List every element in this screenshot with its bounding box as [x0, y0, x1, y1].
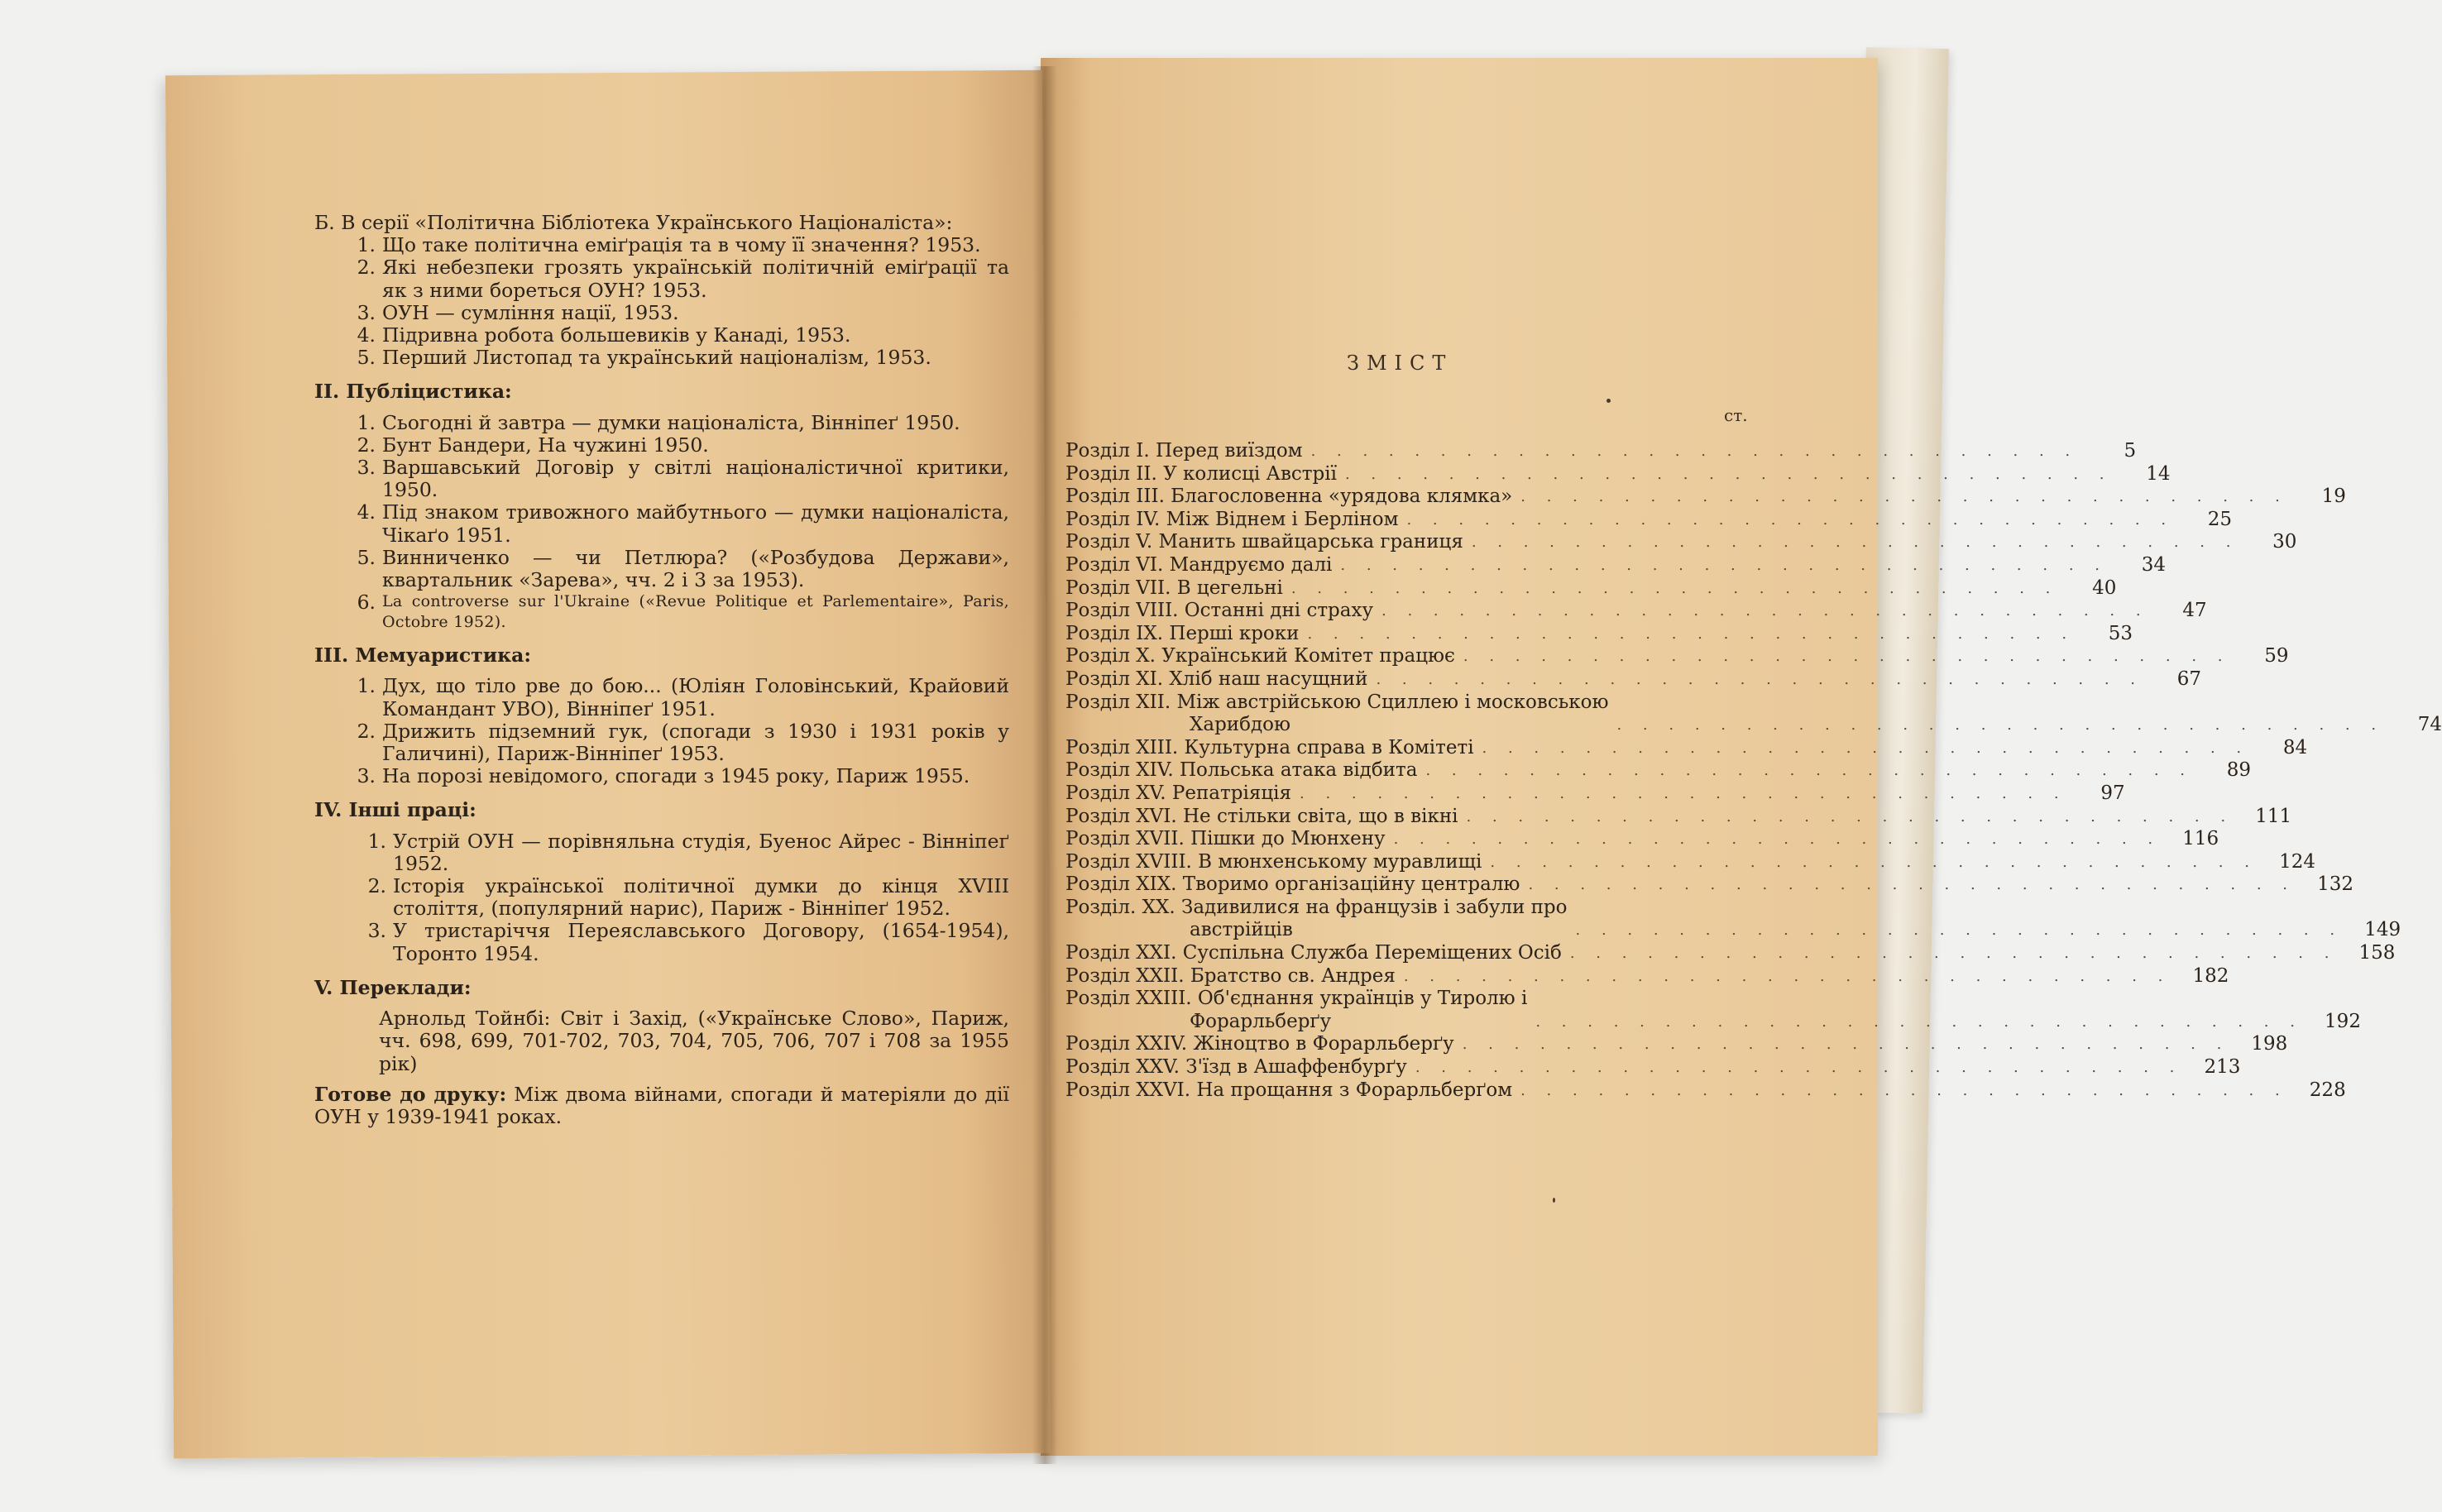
toc-row [1065, 486, 2346, 509]
toc-row [1065, 1033, 2288, 1056]
section-title-publicistics: II. Публіцистика: [314, 380, 512, 404]
toc-chapter-title: Розділ VII. В цегельні [1065, 577, 1283, 599]
toc-page-number: 124 [2279, 850, 2315, 873]
toc-chapter-title: Розділ XIV. Польська атака відбита [1065, 759, 1418, 782]
toc-leader-dots: . . . . . . . . . . . . . . . . . . . . . . . . . . . . . . [1290, 579, 2059, 597]
list-item: 1. Устрій ОУН — порівняльна студія, Буенос Айрес - Вінніпеґ 1952. [367, 829, 1009, 875]
toc-chapter-title: Розділ XXV. З'їзд в Ашаффенбурґу [1065, 1056, 1407, 1079]
toc-page-number: 74 [2417, 714, 2442, 736]
table-of-contents [1065, 440, 2442, 1102]
toc-row [1065, 531, 2297, 554]
toc-page-number: 198 [2251, 1033, 2288, 1055]
list-item: 1. Дух, що тіло рве до бою... (Юліян Головінський, Крайовий Командант УВО), Вінніпеґ 1951. [357, 674, 1009, 720]
toc-leader-dots: . . . . . . . . . . . . . . . . . . . . . . . . . . . . . . [1463, 648, 2231, 666]
toc-row [1065, 645, 2289, 668]
list-item: 2. Історія української політичної думки до кінця XVIII століття, (популярний нарис), Париж - Вінніпеґ 1952. [367, 874, 1009, 921]
toc-chapter-title: Розділ II. У колисці Австрії [1065, 462, 1337, 485]
toc-leader-dots: . . . . . . . . . . . . . . . . . . . . . . . . . . . . . . [1344, 465, 2113, 483]
toc-row [1065, 782, 2125, 806]
paper-speck [1606, 399, 1611, 403]
toc-chapter-title: Розділ IV. Між Віднем і Берліном [1065, 508, 1399, 530]
list-item: 3. Варшавський Договір у світлі націоналістичної критики, 1950. [357, 456, 1009, 502]
toc-heading: ЗМІСТ [1347, 352, 1453, 375]
toc-page-number: 40 [2092, 577, 2117, 599]
ready-for-print: Готове до друку: Між двома війнами, спогади й матеріяли до дії ОУН у 1939-1941 роках. [314, 1082, 1009, 1128]
other-works-list [314, 830, 1009, 965]
toc-page-number: 14 [2146, 462, 2171, 485]
toc-row [1065, 988, 2361, 1033]
toc-row [1065, 736, 2308, 760]
toc-leader-dots: . . . . . . . . . . . . . . . . . . . . . . . . . . . . . . [1393, 830, 2162, 849]
toc-page-number: 97 [2100, 782, 2125, 804]
toc-chapter-title: Розділ XV. Репатріяція [1065, 782, 1291, 804]
list-item: 5. Перший Листопад та український націоналізм, 1953. [357, 346, 931, 370]
toc-chapter-title: Розділ XXI. Суспільна Служба Переміщених Осіб [1065, 942, 1562, 964]
toc-chapter-title: Розділ XIX. Творимо організаційну централю [1065, 873, 1520, 896]
toc-chapter-title: Розділ XXVI. На прощання з Форарльберґом [1065, 1079, 1513, 1101]
toc-row [1065, 942, 2396, 965]
list-item: 6. La controverse sur l'Ukraine («Revue Politique et Parlementaire», Paris, Octobre 1952). [357, 591, 1009, 632]
toc-page-number: 182 [2192, 964, 2229, 987]
toc-page-number: 34 [2141, 553, 2166, 576]
toc-row [1065, 1056, 2241, 1079]
toc-leader-dots: . . . . . . . . . . . . . . . . . . . . . . . . . . . . . . [1482, 739, 2250, 757]
paper-speck [1553, 1198, 1555, 1203]
toc-page-number: 84 [2282, 736, 2308, 758]
toc-row [1065, 964, 2229, 988]
toc-page-number: 53 [2108, 622, 2133, 644]
section-title-translations: V. Переклади: [314, 975, 472, 999]
toc-page-number: 5 [2124, 440, 2137, 462]
toc-page-number: 25 [2207, 508, 2233, 530]
toc-leader-dots: . . . . . . . . . . . . . . . . . . . . . . . . . . . . . . [1403, 967, 2171, 985]
bibliography [314, 212, 1009, 1128]
toc-page-number: 30 [2272, 531, 2297, 553]
toc-page-number: 47 [2182, 600, 2207, 622]
toc-row [1065, 805, 2292, 829]
list-item: 4. Під знаком тривожного майбутнього — думки націоналіста, Чікаґо 1951. [357, 500, 1009, 547]
toc-page-number: 132 [2317, 873, 2354, 896]
toc-leader-dots: . . . . . . . . . . . . . . . . . . . . . . . . . . . . . . [1425, 762, 2194, 780]
list-item: 3. У тристаріччя Переяславського Договору, (1654-1954), Торонто 1954. [367, 919, 1009, 965]
toc-row [1065, 553, 2166, 577]
toc-chapter-title-cont: Форарльберґу [1190, 1010, 1332, 1032]
section-title-other-works: IV. Інші праці: [314, 798, 476, 822]
toc-page-number: 228 [2309, 1079, 2346, 1101]
toc-row [1065, 850, 2315, 874]
book-gutter [1032, 66, 1057, 1464]
list-item: 2. Які небезпеки грозять українській політичній еміґрації та як з ними бореться ОУН? 1953. [357, 256, 1009, 302]
toc-leader-dots: . . . . . . . . . . . . . . . . . . . . . . . . . . . . . . [1575, 921, 2344, 940]
toc-leader-dots: . . . . . . . . . . . . . . . . . . . . . . . . . . . . . . [1490, 853, 2258, 871]
toc-page-number: 89 [2226, 759, 2252, 782]
publicistics-list [314, 412, 1009, 634]
toc-leader-dots: . . . . . . . . . . . . . . . . . . . . . . . . . . . . . . [1569, 945, 2338, 963]
toc-leader-dots: . . . . . . . . . . . . . . . . . . . . . . . . . . . . . . [1462, 1036, 2230, 1054]
series-list [314, 234, 1009, 369]
toc-row [1065, 896, 2401, 942]
toc-chapter-title: Розділ XVI. Не стільки світа, що в вікні [1065, 805, 1458, 827]
toc-row [1065, 440, 2137, 463]
toc-row [1065, 622, 2133, 646]
toc-page-number: 19 [2321, 486, 2346, 508]
toc-chapter-title-cont: Харибдою [1190, 714, 1291, 736]
toc-chapter-title-cont: австрійців [1190, 919, 1293, 941]
toc-row [1065, 667, 2202, 691]
toc-leader-dots: . . . . . . . . . . . . . . . . . . . . . . . . . . . . . . [1466, 807, 2234, 825]
list-item: 2. Дрижить підземний гук, (спогади з 1930 і 1931 років у Галичині), Париж-Вінніпеґ 1953. [357, 719, 1009, 766]
toc-leader-dots: . . . . . . . . . . . . . . . . . . . . . . . . . . . . . . [1471, 534, 2239, 552]
toc-page-number: 149 [2364, 919, 2401, 941]
toc-chapter-title: Розділ XVII. Пішки до Мюнхену [1065, 828, 1386, 850]
toc-row [1065, 828, 2219, 851]
toc-leader-dots: . . . . . . . . . . . . . . . . . . . . . . . . . . . . . . [1616, 716, 2385, 734]
toc-chapter-title: Розділ XVIII. В мюнхенському муравлищі [1065, 850, 1482, 873]
toc-row [1065, 1079, 2346, 1103]
toc-row [1065, 600, 2207, 623]
toc-chapter-title: Розділ III. Благословенна «урядова клямка» [1065, 486, 1513, 508]
toc-page-number: 67 [2176, 667, 2202, 690]
toc-chapter-title: Розділ X. Український Комітет працює [1065, 645, 1455, 667]
toc-page-number: 213 [2204, 1056, 2241, 1079]
toc-chapter-title: Розділ XXII. Братство св. Андрея [1065, 964, 1396, 987]
toc-row [1065, 462, 2171, 486]
toc-chapter-title: Розділ IX. Перші кроки [1065, 622, 1300, 644]
toc-leader-dots: . . . . . . . . . . . . . . . . . . . . . . . . . . . . . . [1520, 488, 2288, 506]
toc-chapter-title: Розділ V. Манить швайцарська границя [1065, 531, 1463, 553]
memoirs-list [314, 675, 1009, 787]
toc-page-number: 111 [2255, 805, 2292, 827]
toc-leader-dots: . . . . . . . . . . . . . . . . . . . . . . . . . . . . . . [1415, 1059, 2183, 1077]
toc-leader-dots: . . . . . . . . . . . . . . . . . . . . . . . . . . . . . . [1300, 784, 2067, 802]
series-intro: Б. В серії «Політична Бібліотека Українського Націоналіста»: [314, 211, 953, 234]
toc-leader-dots: . . . . . . . . . . . . . . . . . . . . . . . . . . . . . . [1535, 1012, 2303, 1031]
toc-page-number: 158 [2358, 942, 2396, 964]
list-item: 2. Бунт Бандери, На чужині 1950. [357, 433, 709, 457]
toc-page-number: 192 [2325, 1010, 2361, 1032]
toc-chapter-title: Розділ XI. Хліб наш насущний [1065, 667, 1368, 690]
toc-leader-dots: . . . . . . . . . . . . . . . . . . . . . . . . . . . . . . [1520, 1081, 2288, 1099]
list-item: 4. Підривна робота большевиків у Канаді, 1953. [357, 323, 851, 347]
list-item: 3. На порозі невідомого, спогади з 1945 року, Париж 1955. [357, 764, 970, 788]
toc-leader-dots: . . . . . . . . . . . . . . . . . . . . . . . . . . . . . . [1310, 443, 2079, 460]
toc-chapter-title: Розділ XXIII. Об'єднання українців у Тиролю і Форарльберґу [1065, 988, 1528, 1032]
toc-chapter-title: Розділ. XX. Задивилися на французів і забули про австрійців [1065, 896, 1568, 941]
translation-entry: Арнольд Тойнбі: Світ і Захід, («Українське Слово», Париж, чч. 698, 699, 701-702, 703, 704, 705, 706, 707 і 708 за 1955 рік) [379, 1007, 1009, 1075]
toc-page-number: 59 [2264, 645, 2289, 667]
toc-chapter-title: Розділ VI. Мандруємо далі [1065, 553, 1333, 576]
list-item: 5. Винниченко — чи Петлюра? («Розбудова Держави», квартальник «Зарева», чч. 2 і 3 за 1953). [357, 545, 1009, 592]
toc-row [1065, 759, 2252, 782]
page-column-label: ст. [1724, 405, 1748, 425]
section-title-memoirs: III. Мемуаристика: [314, 644, 532, 667]
toc-chapter-title: Розділ XIII. Культурна справа в Комітеті [1065, 736, 1474, 758]
toc-leader-dots: . . . . . . . . . . . . . . . . . . . . . . . . . . . . . . [1340, 556, 2108, 574]
toc-chapter-title: Розділ XXIV. Жіноцтво в Форарльберґу [1065, 1033, 1454, 1055]
list-item: 1. Що таке політична еміґрація та в чому її значення? 1953. [357, 233, 981, 257]
toc-chapter-title: Розділ VIII. Останні дні страху [1065, 600, 1373, 622]
toc-leader-dots: . . . . . . . . . . . . . . . . . . . . . . . . . . . . . . [1307, 624, 2076, 643]
toc-leader-dots: . . . . . . . . . . . . . . . . . . . . . . . . . . . . . . [1406, 510, 2175, 529]
toc-chapter-title: Розділ I. Перед виїздом [1065, 440, 1303, 462]
toc-row [1065, 577, 2117, 600]
list-item: 1. Сьогодні й завтра — думки націоналіста, Вінніпеґ 1950. [357, 410, 960, 434]
toc-leader-dots: . . . . . . . . . . . . . . . . . . . . . . . . . . . . . . [1381, 602, 2149, 620]
toc-chapter-title: Розділ XII. Між австрійською Сциллею і московською Харибдою [1065, 691, 1609, 736]
toc-leader-dots: . . . . . . . . . . . . . . . . . . . . . . . . . . . . . . [1528, 876, 2296, 894]
toc-row [1065, 873, 2354, 897]
list-item: 3. ОУН — сумління нації, 1953. [357, 300, 679, 324]
toc-leader-dots: . . . . . . . . . . . . . . . . . . . . . . . . . . . . . . [1376, 670, 2144, 688]
toc-row [1065, 691, 2442, 737]
toc-page-number: 116 [2182, 828, 2219, 850]
toc-row [1065, 508, 2233, 532]
